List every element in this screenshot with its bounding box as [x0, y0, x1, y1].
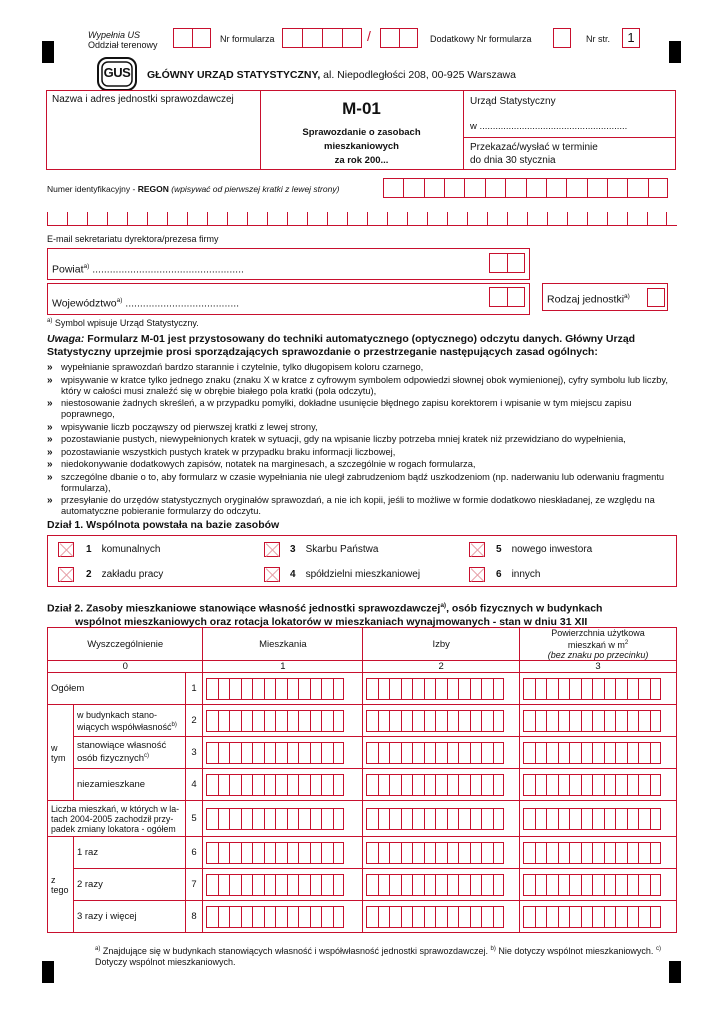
row-number: 5 — [185, 801, 203, 837]
rooms-input[interactable] — [363, 837, 520, 869]
form-number-boxes[interactable] — [282, 28, 362, 48]
option-4-label: spółdzielni mieszkaniowej — [305, 569, 421, 580]
powiat-dots: .................................................... — [89, 263, 244, 276]
footnote-a-symbol-text: Symbol wpisuje Urząd Statystyczny. — [52, 318, 199, 328]
col-header-area-line3: (bez znaku po przecinku) — [547, 650, 649, 660]
registration-mark-bottom-right — [669, 961, 681, 983]
col-header-area — [520, 628, 677, 661]
option-4-num: 4 — [290, 569, 296, 580]
send-deadline — [470, 141, 598, 167]
rule-item: » pozostawianie pustych, niewypełnionych kratek w sytuacji, gdy na wpisanie liczby potrzeba mniej kratek niż przewidziano do wypełnienia, — [47, 434, 679, 445]
area-input[interactable] — [520, 869, 677, 901]
rule-item: » niestosowanie żadnych skreśleń, a w przypadku pomyłki, dokładne usunięcie błędnego zapisu korektorem i wpisanie w tym miejscu zapisu poprawnego, — [47, 398, 679, 420]
option-checkbox-1[interactable] — [58, 542, 74, 557]
notice-rules — [47, 362, 679, 519]
row-number: 2 — [185, 705, 203, 737]
flats-input[interactable] — [203, 769, 363, 801]
option-1-num: 1 — [86, 544, 92, 555]
row-label-tenant-change: Liczba mieszkań, w których w la- tach 2004-2005 zachodził przy- padek zmiany lokatora - ogółem — [48, 801, 186, 837]
option-6-label: innych — [511, 569, 541, 580]
filled-by-label — [88, 30, 158, 50]
top-box-divider-3 — [463, 137, 676, 138]
option-4 — [290, 569, 420, 580]
option-1-label: komunalnych — [101, 544, 161, 555]
rule-item: » szczególne dbanie o to, aby formularz w czasie wypełniania nie uległ zabrudzeniom bądź uszkodzeniom (np. naderwaniu lub oderwaniu fragmentu formularza), — [47, 472, 679, 494]
row-group-w-tym: w tym — [48, 705, 74, 801]
option-5 — [496, 544, 592, 555]
option-5-num: 5 — [496, 544, 502, 555]
option-checkbox-5[interactable] — [469, 542, 485, 557]
wojewodztwo-code-boxes[interactable] — [489, 287, 525, 307]
rule-item: » niedokonywanie dodatkowych zapisów, notatek na marginesach, a szczególnie w rogach formularza, — [47, 459, 679, 470]
option-6 — [496, 569, 540, 580]
table-row — [48, 737, 677, 769]
filled-by-line2: Oddział terenowy — [88, 40, 158, 50]
registration-mark-top-right — [669, 41, 681, 63]
form-number-slash: / — [367, 28, 371, 44]
row-label-three-plus: 3 razy i więcej — [73, 901, 185, 933]
form-number-label: Nr formularza — [220, 34, 275, 44]
send-line1: Przekazać/wysłać w terminie — [470, 142, 598, 153]
col-number-3: 3 — [520, 661, 677, 673]
section2-title-sup: a) — [440, 602, 447, 609]
option-6-num: 6 — [496, 569, 502, 580]
rooms-input[interactable] — [363, 869, 520, 901]
rooms-input[interactable] — [363, 769, 520, 801]
rule-item: » wpisywanie liczb począwszy od pierwszej kratki z lewej strony, — [47, 422, 679, 433]
flats-input[interactable] — [203, 837, 363, 869]
flats-input[interactable] — [203, 801, 363, 837]
option-checkbox-4[interactable] — [264, 567, 280, 582]
area-input[interactable] — [520, 837, 677, 869]
area-input[interactable] — [520, 705, 677, 737]
col-header-area-line2: mieszkań w m — [567, 640, 625, 650]
row-number: 6 — [185, 837, 203, 869]
powiat-field — [52, 263, 244, 276]
send-line2: do dnia 30 stycznia — [470, 155, 556, 166]
regon-label-italic: (wpisywać od pierwszej kratki z lewej strony) — [168, 184, 340, 194]
unit-kind-field — [547, 293, 630, 306]
registration-mark-top-left — [42, 41, 54, 63]
footnote-c-sup: c) — [655, 946, 661, 952]
table-row — [48, 837, 677, 869]
rooms-input[interactable] — [363, 705, 520, 737]
footnote-a-symbol — [47, 318, 199, 328]
table-row — [48, 769, 677, 801]
option-checkbox-3[interactable] — [264, 542, 280, 557]
footnote-a-symbol-sup: a) — [47, 318, 53, 324]
area-input[interactable] — [520, 673, 677, 705]
powiat-sup: a) — [83, 263, 90, 270]
form-title-line1: Sprawozdanie o zasobach — [302, 127, 421, 138]
section2-title-main: Dział 2. Zasoby mieszkaniowe stanowiące własność jednostki sprawozdawczej — [47, 602, 441, 615]
option-2 — [86, 569, 163, 580]
rule-item: » pozostawianie wszystkich pustych kratek w przypadku braku informacji liczbowej, — [47, 447, 679, 458]
rooms-input[interactable] — [363, 737, 520, 769]
table-row — [48, 869, 677, 901]
table-row — [48, 705, 677, 737]
footnote-a-sup: a) — [95, 946, 101, 952]
row-number: 8 — [185, 901, 203, 933]
flats-input[interactable] — [203, 901, 363, 933]
row-number: 1 — [185, 673, 203, 705]
form-title — [260, 126, 463, 168]
regon-label-prefix: Numer identyfikacyjny - — [47, 184, 138, 194]
form-suffix-boxes[interactable] — [380, 28, 418, 48]
page-number-box: 1 — [622, 28, 640, 48]
row-label-private — [73, 737, 185, 769]
powiat-code-boxes[interactable] — [489, 253, 525, 273]
table-row — [48, 901, 677, 933]
office-code-boxes[interactable] — [173, 28, 211, 48]
email-label: E-mail sekretariatu dyrektora/prezesa firmy — [47, 234, 219, 244]
row-label-vacant: niezamieszkane — [73, 769, 185, 801]
institution-name: GŁÓWNY URZĄD STATYSTYCZNY, — [147, 69, 321, 81]
powiat-label: Powiat — [52, 263, 84, 276]
option-3 — [290, 544, 378, 555]
option-checkbox-6[interactable] — [469, 567, 485, 582]
row-label-private-sup: c) — [144, 752, 150, 759]
area-input[interactable] — [520, 801, 677, 837]
footnotes — [95, 944, 665, 968]
row-number: 3 — [185, 737, 203, 769]
rooms-input[interactable] — [363, 901, 520, 933]
office-w: w ........................................................ — [470, 121, 628, 132]
col-header-area-line1: Powierzchnia użytkowa — [551, 628, 645, 638]
rule-item: » przesyłanie do urzędów statystycznych oryginałów sprawozdań, a nie ich kopii, jeśli to możliwe w formie dodatkowo nieskładanej, ze względu na automatyczne pobieranie formularzy do odczytu. — [47, 495, 679, 517]
flats-input[interactable] — [203, 673, 363, 705]
row-group-z-tego: z tego — [48, 837, 74, 933]
col-header-area-sup: 2 — [624, 640, 629, 646]
additional-form-label: Dodatkowy Nr formularza — [430, 34, 532, 44]
institution-address: al. Niepodległości 208, 00-925 Warszawa — [320, 69, 516, 81]
form-title-line2: mieszkaniowych — [324, 141, 399, 152]
office-label: Urząd Statystyczny — [470, 96, 556, 107]
area-input[interactable] — [520, 737, 677, 769]
col-number-2: 2 — [363, 661, 520, 673]
wojewodztwo-sup: a) — [116, 297, 123, 304]
form-title-line3: za rok 200... — [334, 155, 389, 166]
row-label-private-text: stanowiące własność osób fizycznych — [76, 739, 167, 765]
col-number-1: 1 — [203, 661, 363, 673]
unit-kind-code-box[interactable] — [647, 288, 665, 307]
notice-lead — [47, 333, 679, 359]
row-label-total: Ogółem — [48, 673, 186, 705]
row-label-co-owned — [73, 705, 185, 737]
col-header-flats: Mieszkania — [203, 628, 363, 661]
footnote-c-text: Dotyczy wspólnot mieszkaniowych. — [95, 957, 236, 967]
footnote-a-text: Znajdujące się w budynkach stanowiących własność i współwłasność jednostki sprawozdawczej. — [100, 946, 491, 956]
flats-input[interactable] — [203, 705, 363, 737]
name-address-label: Nazwa i adres jednostki sprawozdawczej — [52, 94, 234, 105]
row-number: 4 — [185, 769, 203, 801]
registration-mark-bottom-left — [42, 961, 54, 983]
wojewodztwo-label: Województwo — [52, 297, 117, 310]
gus-logo-text: GUS — [103, 65, 131, 80]
notice-lead-italic: Uwaga: — [47, 333, 85, 345]
section2-table — [47, 627, 677, 933]
notice-lead-text: Formularz M-01 jest przystosowany do techniki automatycznego (optycznego) odczytu danych. Główny Urząd Statystyczny uprzejmie prosi sporządzających sprawozdanie o przestrzeganie następujących zasad ogólnych: — [47, 333, 636, 358]
option-checkbox-2[interactable] — [58, 567, 74, 582]
row-label-co-owned-sup: b) — [171, 721, 177, 728]
footnote-b-sup: b) — [490, 946, 496, 952]
col-header-rooms: Izby — [363, 628, 520, 661]
section2-title-rest: , osób fizycznych w budynkach — [446, 602, 603, 615]
col-header-spec: Wyszczególnienie — [48, 628, 203, 661]
gus-logo — [97, 57, 137, 91]
area-input[interactable] — [520, 901, 677, 933]
section2-title — [47, 599, 687, 629]
row-label-co-owned-text: w budynkach stano- wiących współwłasność — [76, 709, 172, 732]
institution-line — [147, 69, 516, 81]
option-1 — [86, 544, 160, 555]
rooms-input[interactable] — [363, 673, 520, 705]
email-input[interactable] — [47, 212, 677, 226]
wojewodztwo-field — [52, 297, 239, 310]
section2-title-line2: wspólnot mieszkaniowych oraz rotacja lokatorów w mieszkaniach wynajmowanych - stan w dniu 31 XII — [75, 615, 588, 628]
additional-form-box[interactable] — [553, 28, 571, 48]
unit-kind-sup: a) — [624, 293, 630, 300]
page-label: Nr str. — [586, 34, 610, 44]
option-3-num: 3 — [290, 544, 296, 555]
top-box-divider-2 — [463, 90, 464, 170]
footnote-b-text: Nie dotyczy wspólnot mieszkaniowych. — [495, 946, 656, 956]
option-3-label: Skarbu Państwa — [305, 544, 379, 555]
filled-by-line1: Wypełnia US — [88, 30, 141, 40]
form-code: M-01 — [342, 99, 381, 118]
unit-kind-label: Rodzaj jednostki — [547, 293, 625, 306]
option-2-num: 2 — [86, 569, 92, 580]
table-row — [48, 801, 677, 837]
row-number: 7 — [185, 869, 203, 901]
rule-item: » wypełnianie sprawozdań bardzo starannie i czytelnie, tylko długopisem koloru czarnego, — [47, 362, 679, 373]
option-5-label: nowego inwestora — [511, 544, 593, 555]
area-input[interactable] — [520, 769, 677, 801]
regon-label — [47, 184, 339, 194]
row-label-twice: 2 razy — [73, 869, 185, 901]
rule-item: » wpisywanie w kratce tylko jednego znaku (znaku X w kratce z cyfrowym symbolem odpowiedzi słownej obok wymienionej), cyfry symbolu lub liczby, który w całości musi znaleźć się w obrębie białego pola kratki (pola odczytu), — [47, 375, 679, 397]
regon-input[interactable] — [383, 178, 668, 198]
option-2-label: zakładu pracy — [101, 569, 164, 580]
row-label-once: 1 raz — [73, 837, 185, 869]
regon-label-bold: REGON — [137, 184, 169, 194]
flats-input[interactable] — [203, 737, 363, 769]
flats-input[interactable] — [203, 869, 363, 901]
section1-title: Dział 1. Wspólnota powstała na bazie zasobów — [47, 519, 280, 531]
table-row — [48, 673, 677, 705]
rooms-input[interactable] — [363, 801, 520, 837]
wojewodztwo-dots: ....................................... — [122, 297, 240, 310]
col-number-0: 0 — [48, 661, 203, 673]
